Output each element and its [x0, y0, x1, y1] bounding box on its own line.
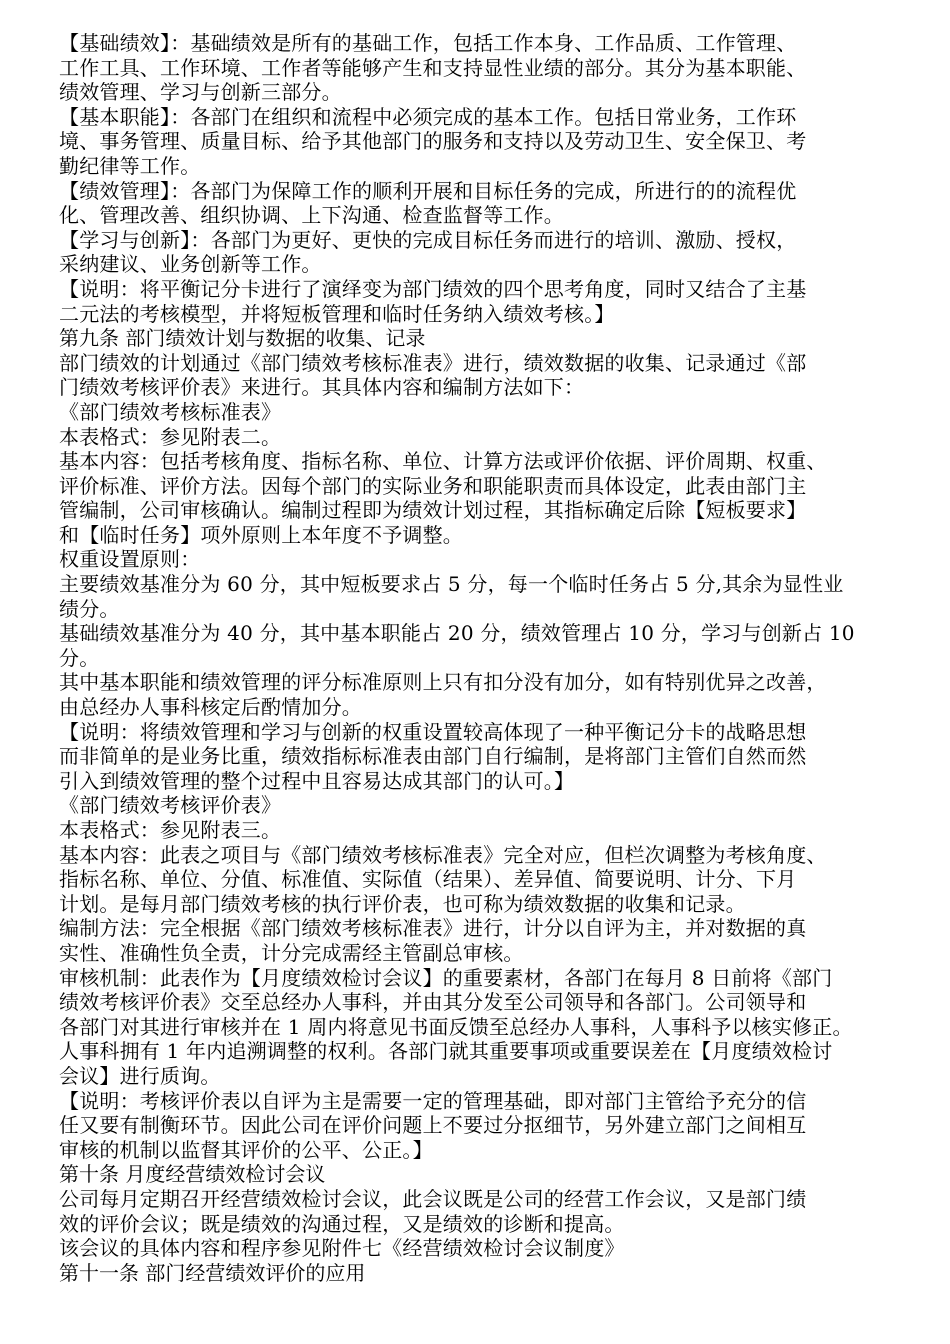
section-heading: 第十条 月度经营绩效检讨会议	[59, 1162, 326, 1187]
text-line: 基本内容：包括考核角度、指标名称、单位、计算方法或评价依据、评价周期、权重、	[59, 449, 827, 474]
text-line: 《部门绩效考核评价表》	[59, 793, 282, 818]
text-line: 《部门绩效考核标准表》	[59, 399, 282, 424]
text-line: 主要绩效基准分为 60 分，其中短板要求占 5 分，每一个临时任务占 5 分,其余为显性业	[59, 572, 844, 597]
text-line: 本表格式：参见附表三。	[59, 818, 282, 842]
text-line: 【基础绩效】：基础绩效是所有的基础工作，包括工作本身、工作品质、工作管理、	[59, 31, 797, 55]
text-line: 绩效考核评价表》交至总经办人事科，并由其分发至公司领导和各部门。公司领导和	[59, 990, 807, 1015]
text-line: 【说明：将绩效管理和学习与创新的权重设置较高体现了一种平衡记分卡的战略思想	[59, 719, 807, 744]
text-line: 会议】进行质询。	[59, 1063, 221, 1088]
text-line: 【说明：考核评价表以自评为主是需要一定的管理基础，即对部门主管给予充分的信	[59, 1088, 807, 1113]
text-line: 【说明：将平衡记分卡进行了演绎变为部门绩效的四个思考角度，同时又结合了主基	[59, 276, 807, 301]
text-line: 评价标准、评价方法。因每个部门的实际业务和职能职责而具体设定，此表由部门主	[59, 473, 807, 498]
text-line: 审核的机制以监督其评价的公平、公正。】	[59, 1137, 433, 1162]
section-heading: 第十一条 部门经营绩效评价的应用	[59, 1260, 366, 1285]
text-line: 审核机制：此表作为【月度绩效检讨会议】的重要素材，各部门在每月 8 日前将《部门	[59, 965, 833, 990]
text-line: 人事科拥有 1 年内追溯调整的权利。各部门就其重要事项或重要误差在【月度绩效检讨	[59, 1039, 833, 1064]
text-line: 绩分。	[59, 596, 120, 621]
text-line: 编制方法：完全根据《部门绩效考核标准表》进行，计分以自评为主，并对数据的真	[59, 916, 807, 941]
text-line: 任又要有制衡环节。因此公司在评价问题上不要过分抠细节，另外建立部门之间相互	[59, 1113, 807, 1138]
text-line: 【绩效管理】：各部门为保障工作的顺利开展和目标任务的完成，所进行的的流程优	[59, 178, 797, 203]
text-line: 绩效管理、学习与创新三部分。	[59, 80, 342, 105]
text-line: 分。	[59, 645, 100, 670]
section-heading: 第九条 部门绩效计划与数据的收集、记录	[59, 326, 426, 351]
text-line: 其中基本职能和绩效管理的评分标准原则上只有扣分没有加分，如有特别优异之改善，	[59, 670, 827, 695]
text-line: 境、事务管理、质量目标、给予其他部门的服务和支持以及劳动卫生、安全保卫、考	[59, 129, 807, 154]
text-line: 实性、准确性负全责，计分完成需经主管副总审核。	[59, 940, 524, 965]
text-line: 二元法的考核模型，并将短板管理和临时任务纳入绩效考核。】	[59, 301, 615, 326]
text-line: 采纳建议、业务创新等工作。	[59, 252, 322, 277]
text-line: 引入到绩效管理的整个过程中且容易达成其部门的认可。】	[59, 768, 575, 793]
text-line: 门绩效考核评价表》来进行。其具体内容和编制方法如下：	[59, 375, 585, 400]
text-line: 各部门对其进行审核并在 1 周内将意见书面反馈至总经办人事科，人事科予以核实修正。	[59, 1014, 853, 1039]
text-line: 工作工具、工作环境、工作者等能够产生和支持显性业绩的部分。其分为基本职能、	[59, 55, 807, 80]
text-line: 【学习与创新】：各部门为更好、更快的完成目标任务而进行的培训、激励、授权，	[59, 227, 797, 252]
text-line: 基本内容：此表之项目与《部门绩效考核标准表》完全对应，但栏次调整为考核角度、	[59, 842, 827, 867]
text-line: 基础绩效基准分为 40 分，其中基本职能占 20 分，绩效管理占 10 分，学习与创新占 10	[59, 621, 855, 646]
text-line: 效的评价会议；既是绩效的沟通过程，又是绩效的诊断和提高。	[59, 1211, 625, 1236]
text-line: 而非简单的是业务比重，绩效指标标准表由部门自行编制，是将部门主管们自然而然	[59, 744, 807, 769]
text-line: 管编制，公司审核确认。编制过程即为绩效计划过程，其指标确定后除【短板要求】	[59, 498, 807, 523]
text-line: 公司每月定期召开经营绩效检讨会议，此会议既是公司的经营工作会议，又是部门绩	[59, 1186, 807, 1211]
text-line: 勤纪律等工作。	[59, 153, 201, 178]
text-line: 由总经办人事科核定后酌情加分。	[59, 695, 362, 720]
text-line: 本表格式：参见附表二。	[59, 424, 282, 449]
text-line: 权重设置原则：	[59, 547, 201, 572]
text-line: 指标名称、单位、分值、标准值、实际值（结果）、差异值、简要说明、计分、下月	[59, 867, 797, 892]
text-line: 该会议的具体内容和程序参见附件七《经营绩效检讨会议制度》	[59, 1236, 625, 1261]
text-line: 部门绩效的计划通过《部门绩效考核标准表》进行，绩效数据的收集、记录通过《部	[59, 350, 807, 375]
text-line: 化、管理改善、组织协调、上下沟通、检查监督等工作。	[59, 203, 564, 228]
text-line: 和【临时任务】项外原则上本年度不予调整。	[59, 522, 463, 547]
text-line: 【基本职能】：各部门在组织和流程中必须完成的基本工作。包括日常业务，工作环	[59, 104, 797, 129]
text-line: 计划。是每月部门绩效考核的执行评价表，也可称为绩效数据的收集和记录。	[59, 891, 746, 916]
